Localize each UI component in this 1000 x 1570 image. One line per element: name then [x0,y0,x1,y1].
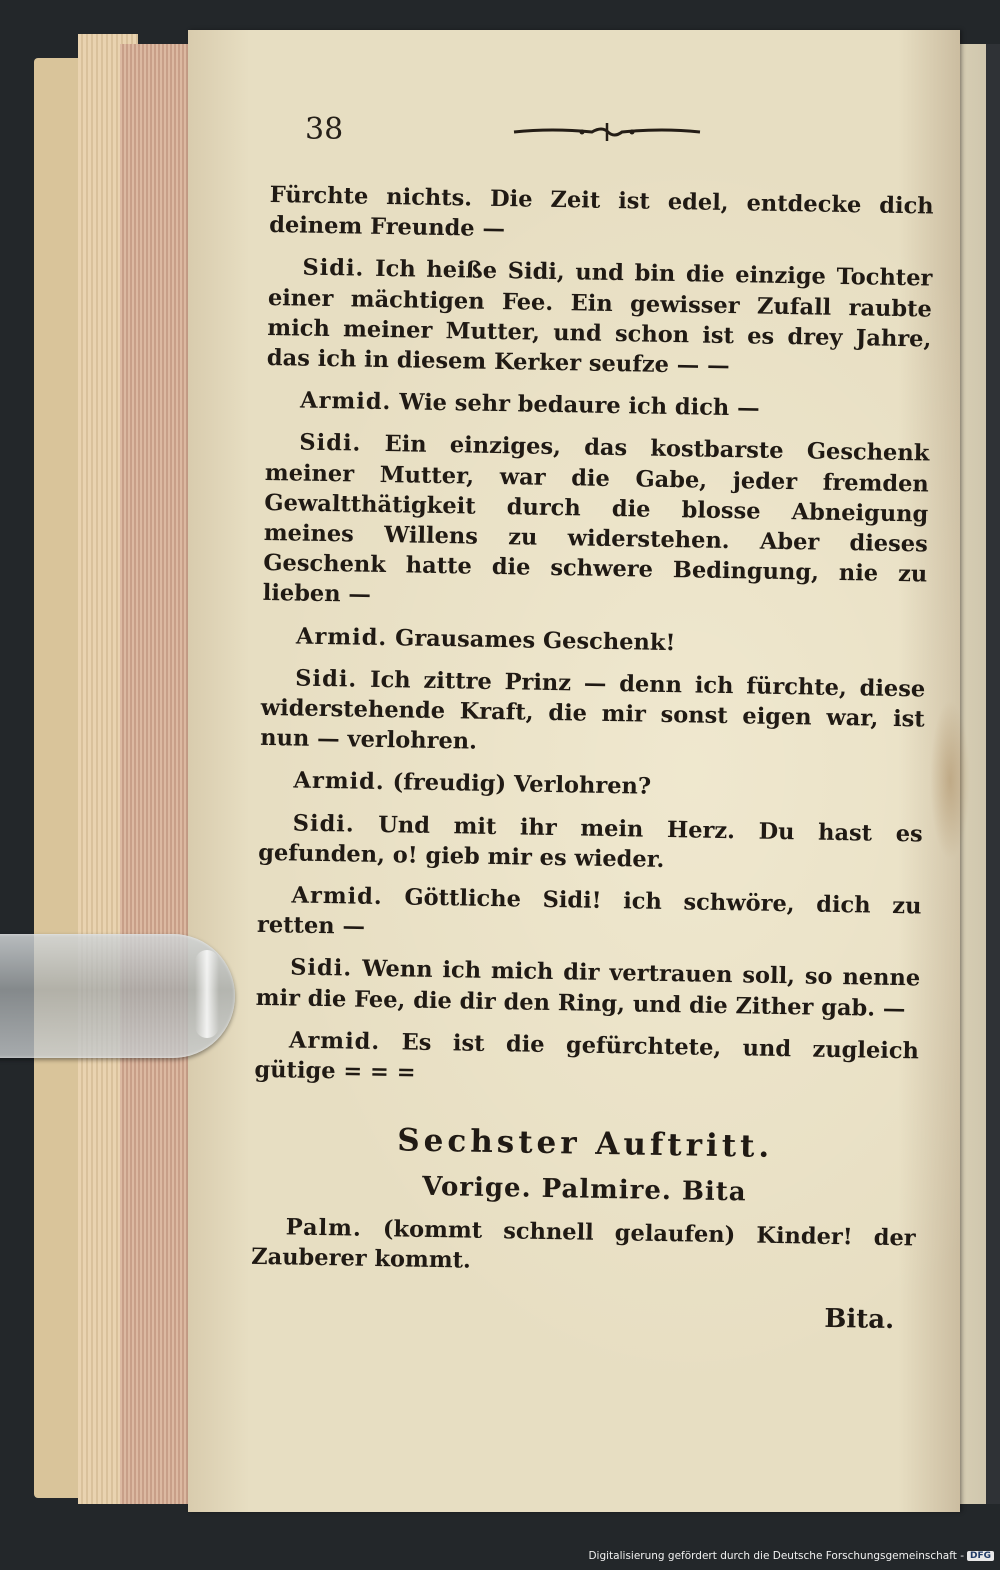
paragraph-text: Wenn ich mich dir vertrauen soll, so nenne mir die Fee, die dir den Ring, und die Zither gab. — [255,956,921,1022]
dialogue-paragraph [260,663,925,765]
dialogue-paragraph [269,180,934,252]
speaker-name: Palm. [285,1214,363,1242]
paragraph-text: Es ist die gefürchtete, und zugleich gütige = = = [254,1029,920,1086]
paragraph-text: Und mit ihr mein Herz. Du hast es gefunden, o! gieb mir es wieder. [258,811,923,873]
speaker-name: Armid. [293,767,385,796]
page-edges [120,44,192,1504]
speaker-name: Armid. [288,1027,381,1055]
speaker-name: Sidi. [290,954,353,983]
speaker-name: Armid. [295,623,388,651]
dialogue-paragraph [257,880,922,952]
page-number: 38 [305,112,344,147]
dialogue-paragraph [254,1025,919,1097]
speaker-name: Sidi. [295,665,358,693]
paragraph-text: Grausames Geschenk! [394,624,676,656]
paragraph-text: (freudig) Verlohren? [392,769,652,801]
facing-page-gutter [986,44,1000,1504]
credit-text: Digitalisierung gefördert durch die Deutsche Forschungsgemeinschaft - [588,1550,964,1562]
dialogue-paragraph [259,765,923,807]
paper-stain [930,700,970,860]
scene-heading: Sechster Auftritt. [396,1122,774,1166]
speaker-name: Sidi. [292,810,355,838]
speaker-name: Sidi. [302,254,365,283]
speaker-name: Armid. [299,387,392,416]
dialogue-paragraph [263,427,930,620]
catchword: Bita. [824,1303,895,1336]
paragraph-text: Ich heiße Sidi, und bin die einzige Tochter einer mächtigen Fee. Ein gewisser Zufall raubte mich meiner Mutter, und schon ist es drey Jahre, das ich in diesem Kerker seufze — — [266,256,933,380]
dialogue-paragraph [262,621,926,663]
page-text [250,180,934,1336]
dialogue-paragraph [258,808,923,880]
scene-persons: Vorige. Palmire. Bita [421,1172,747,1208]
final-paragraph [251,1212,916,1284]
dfg-logo: DFG [967,1551,994,1561]
speaker-name: Armid. [291,882,383,911]
paragraph-text: Göttliche Sidi! ich schwöre, dich zu retten — [256,884,922,941]
dialogue-paragraph [255,952,920,1024]
paragraph-text: Ich zittre Prinz — denn ich fürchte, diese widerstehende Kraft, die mir sonst eigen war, ist nun — verlohren. [260,666,926,755]
digitization-credit [588,1550,994,1562]
speaker-name: Sidi. [299,429,362,458]
glass-highlight [195,950,219,1038]
dialogue-paragraph [267,252,933,384]
paragraph-text: Wie sehr bedaure ich dich — [398,389,760,422]
paragraph-text: Ein einziges, das kostbarste Geschenk meiner Mutter, war die Gabe, jeder fremden Gewaltthätigkeit durch die blosse Abneigung meines Willens zu widerstehen. Aber dieses Geschenk hatte die schwere Bedingung, nie zu lieben — [262,431,930,609]
dialogue [254,180,934,1097]
dialogue-paragraph [266,385,930,427]
paragraph-text: (kommt schnell gelaufen) Kinder! der Zauberer kommt. [250,1215,916,1274]
paragraph-text: Fürchte nichts. Die Zeit ist edel, entdecke dich deinem Freunde — [268,181,934,243]
ornament-rule [512,122,702,142]
